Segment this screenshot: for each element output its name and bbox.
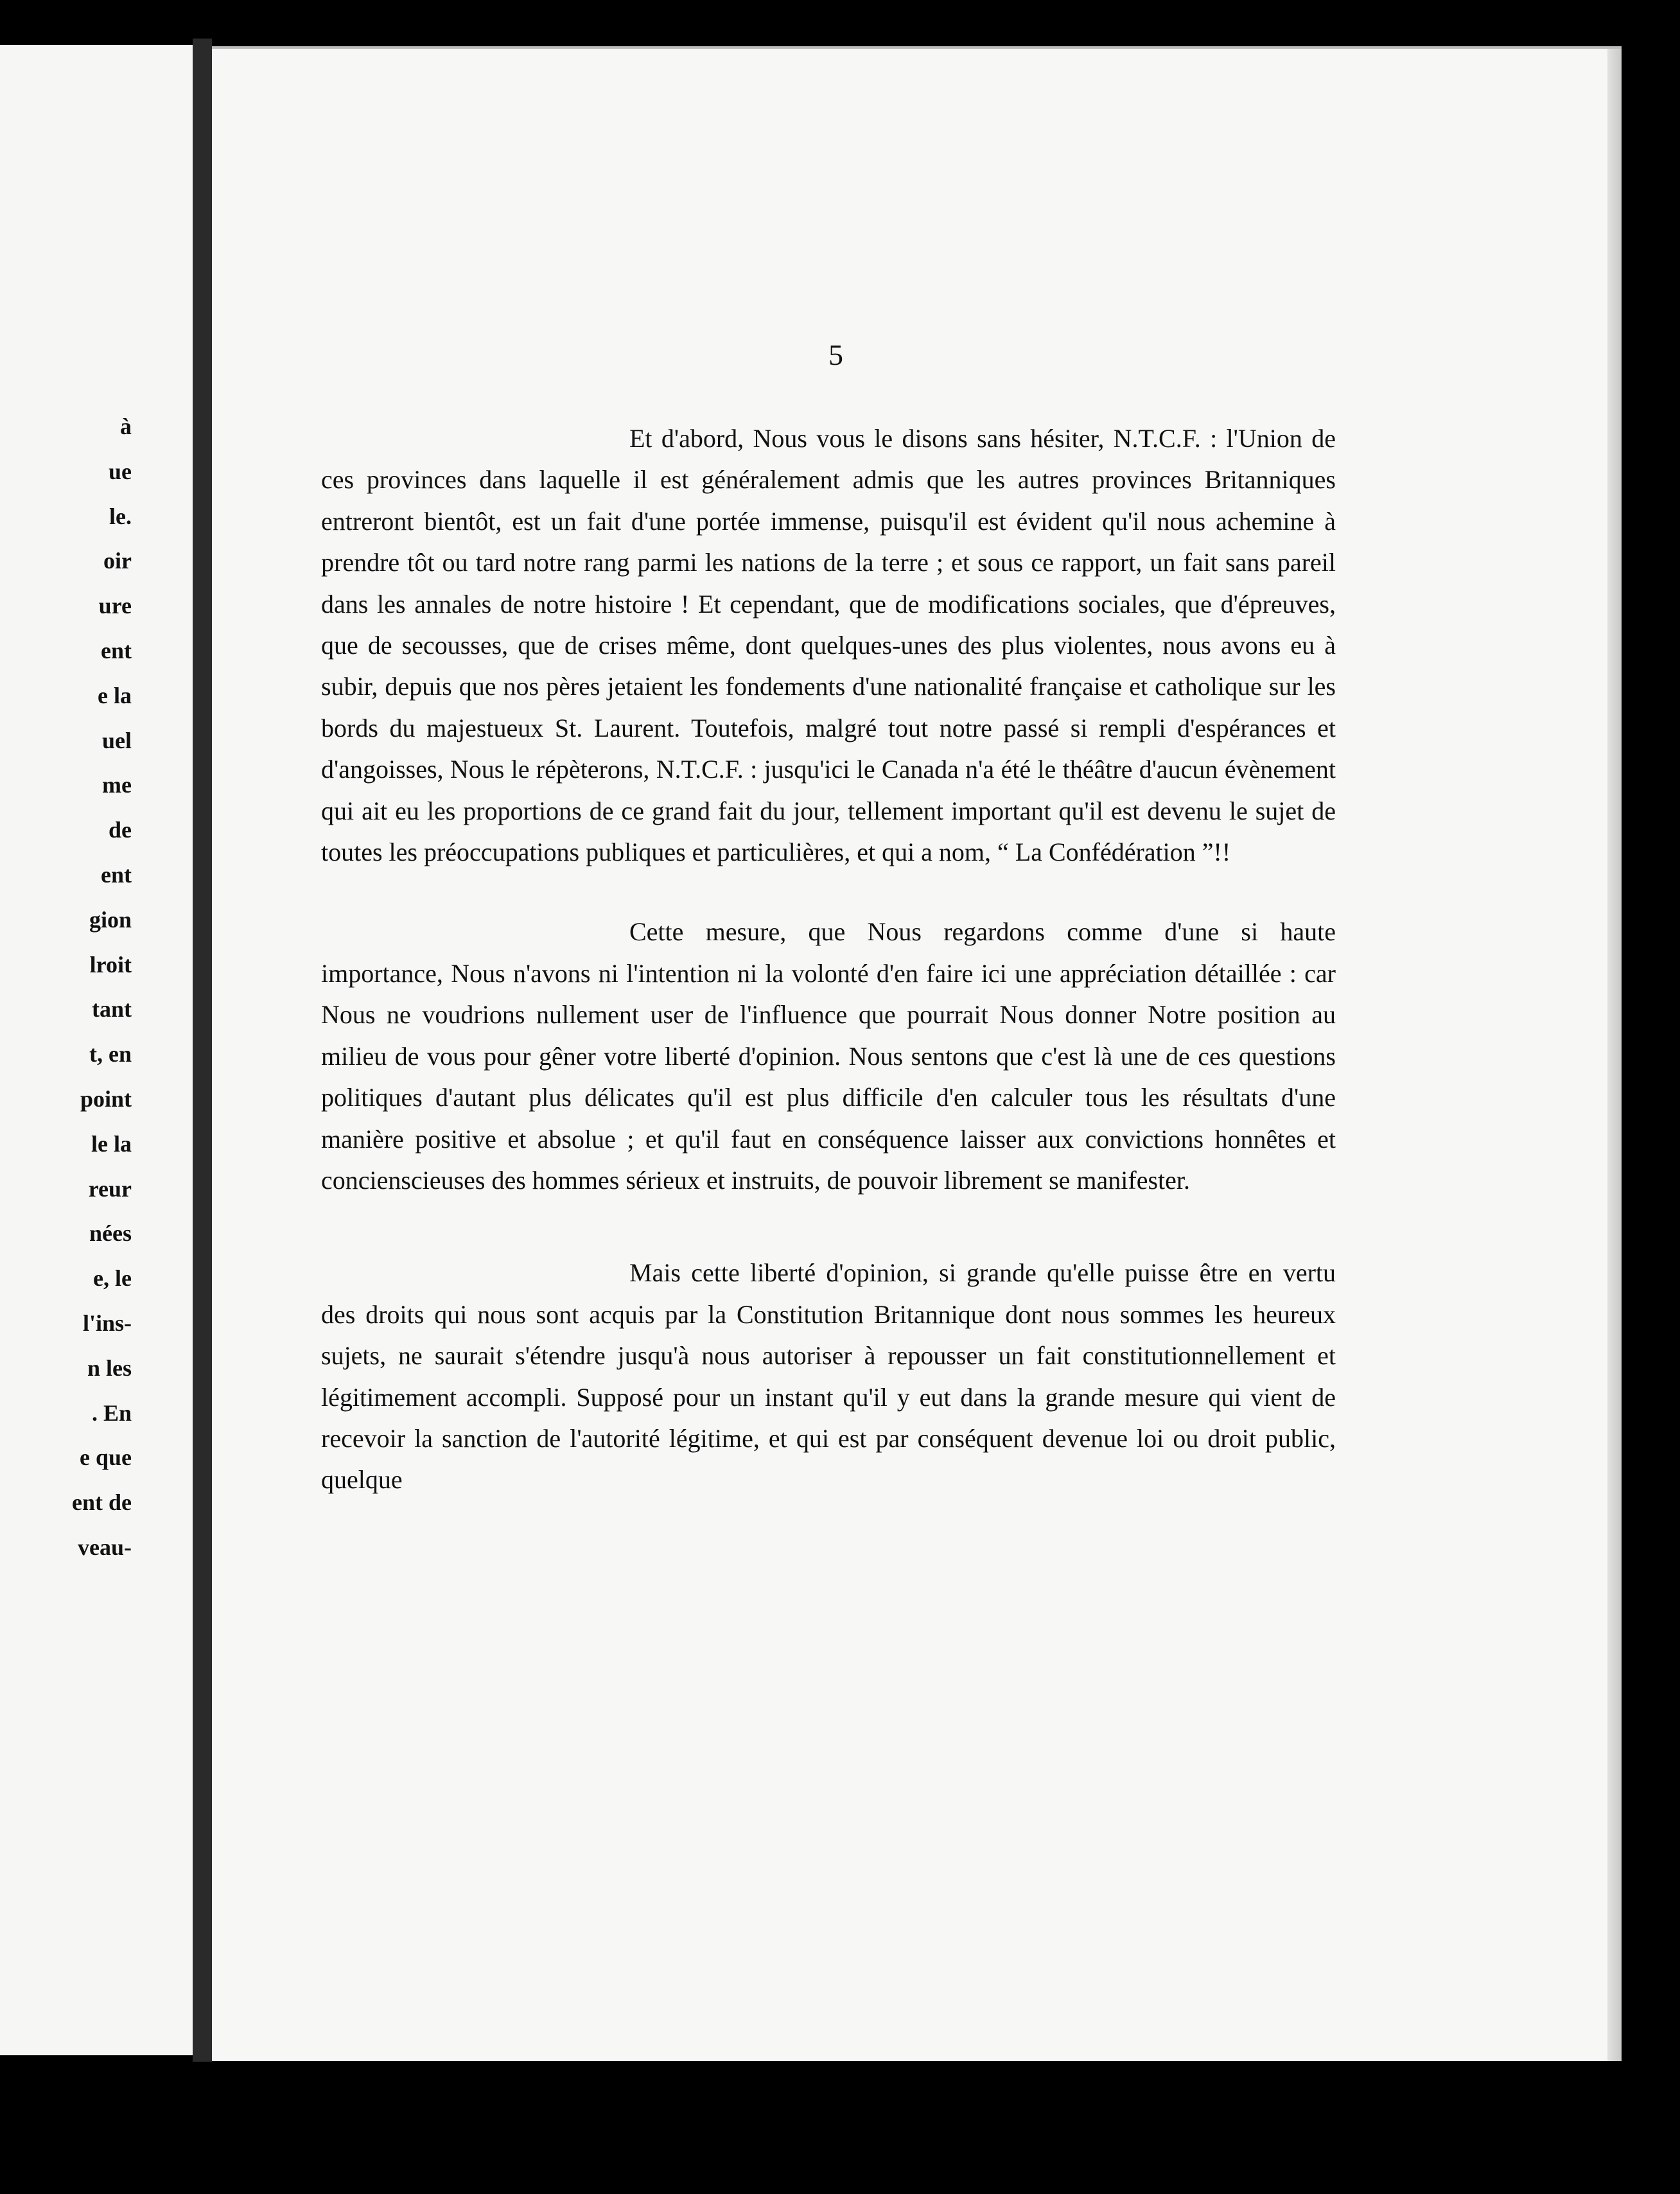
left-edge-line: ure [98, 593, 132, 619]
left-edge-line: e, le [93, 1265, 132, 1292]
left-edge-line: le la [91, 1130, 132, 1157]
left-edge-line: lroit [89, 951, 132, 978]
paragraph-2: Cette mesure, que Nous regardons comme d'une si haute importance, Nous n'avons ni l'intention ni la volonté d'en faire ici une appréciation détaillée : car Nous ne voudrions nullement user de l'influence que pourrait Nous donner Notre position au milieu de vous pour gêner votre liberté d'opinion. Nous sentons que c'est là une de ces questions politiques d'autant plus délicates qu'il est plus difficile d'en calculer tous les résultats d'une manière positive et absolue ; et qu'il faut en conséquence laisser aux convictions honnêtes et concienscieuses des hommes sérieux et instruits, de pouvoir librement se manifester. [321, 917, 1336, 1195]
left-edge-line: oir [103, 548, 132, 574]
left-edge-line: e que [80, 1444, 132, 1471]
left-edge-line: ue [109, 458, 132, 484]
left-edge-line: uel [101, 727, 132, 753]
left-page [0, 45, 193, 2055]
left-edge-line: e la [98, 682, 132, 708]
left-edge-line: le. [109, 503, 132, 529]
left-edge-line: gion [89, 906, 132, 933]
left-edge-line: n les [87, 1355, 132, 1381]
left-edge-line: veau- [78, 1534, 132, 1560]
left-edge-line: ent [101, 861, 132, 888]
left-edge-line: t, en [89, 1041, 132, 1067]
left-edge-line: à [120, 414, 132, 439]
page-edge-shadow [1607, 49, 1622, 2061]
book-gutter [193, 39, 212, 2062]
body-text [321, 392, 1336, 1527]
left-edge-line: tant [92, 996, 132, 1022]
right-page [212, 46, 1622, 2061]
left-edge-line: nées [89, 1220, 132, 1247]
paragraph-3: Mais cette liberté d'opinion, si grande qu'elle puisse être en vertu des droits qui nous sont acquis par la Constitution Britannique dont nous sommes les heureux sujets, ne saurait s'étendre jusqu'à nous autoriser à repousser un fait constitutionnellement et légitimement accompli. Supposé pour un instant qu'il y eut dans la grande mesure qui vient de recevoir la sanction de l'autorité légitime, et qui est par conséquent devenue loi ou droit public, quelque [321, 1258, 1336, 1495]
left-edge-line: ent de [72, 1489, 132, 1516]
left-edge-line: point [80, 1085, 132, 1112]
left-edge-line: de [109, 817, 132, 843]
page-number: 5 [828, 338, 843, 371]
left-edge-line: ent [101, 637, 132, 663]
left-page-edge-text [0, 405, 132, 1570]
left-edge-line: me [102, 772, 132, 798]
left-edge-line: l'ins- [82, 1310, 132, 1336]
left-edge-line: reur [88, 1175, 132, 1202]
paragraph-1: Et d'abord, Nous vous le disons sans hésiter, N.T.C.F. : l'Union de ces provinces dans laquelle il est généralement admis que les autres provinces Britanniques entreront bientôt, est un fait d'une portée immense, puisqu'il est évident qu'il nous achemine à prendre tôt ou tard notre rang parmi les nations de la terre ; et sous ce rapport, un fait sans pareil dans les annales de notre histoire ! Et cependant, que de modifications sociales, que d'épreuves, que de secousses, que de crises même, dont quelques-unes des plus violentes, nous avons eu à subir, depuis que nos pères jetaient les fondements d'une nationalité française et catholique sur les bords du majestueux St. Laurent. Toutefois, malgré tout notre passé si rempli d'espérances et d'angoisses, Nous le répèterons, N.T.C.F. : jusqu'ici le Canada n'a été le théâtre d'aucun évènement qui ait eu les proportions de ce grand fait du jour, tellement important qu'il est devenu le sujet de toutes les préoccupations publiques et particulières, et qui a nom, “ La Confédération ”!! [321, 424, 1336, 867]
left-edge-line: . En [91, 1400, 132, 1426]
